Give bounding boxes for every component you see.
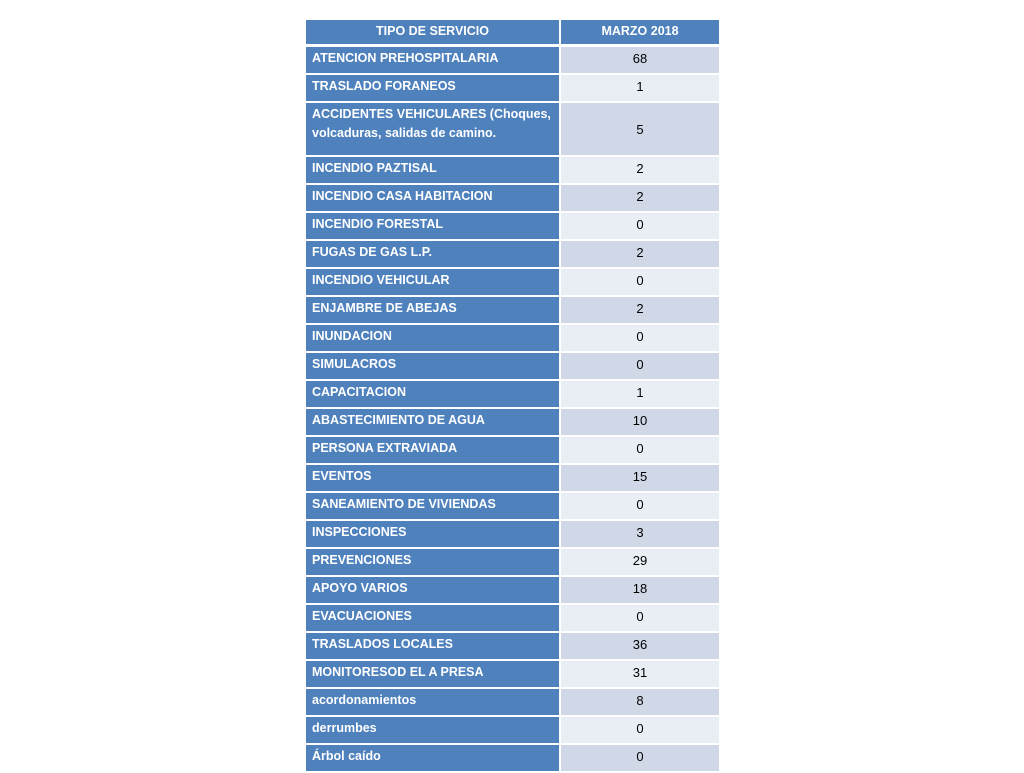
table-row bbox=[306, 436, 719, 464]
table-body bbox=[306, 46, 719, 773]
table-row bbox=[306, 548, 719, 576]
service-type-cell: derrumbes bbox=[306, 716, 560, 744]
table-row bbox=[306, 604, 719, 632]
service-type-cell: SANEAMIENTO DE VIVIENDAS bbox=[306, 492, 560, 520]
service-type-cell: APOYO VARIOS bbox=[306, 576, 560, 604]
service-count-cell: 0 bbox=[560, 352, 719, 380]
table-row bbox=[306, 632, 719, 660]
table-row bbox=[306, 74, 719, 102]
table-row bbox=[306, 156, 719, 184]
service-count-cell: 15 bbox=[560, 464, 719, 492]
table-row bbox=[306, 212, 719, 240]
service-count-cell: 1 bbox=[560, 74, 719, 102]
table-row bbox=[306, 464, 719, 492]
service-count-cell: 2 bbox=[560, 156, 719, 184]
table-row bbox=[306, 102, 719, 156]
service-count-cell: 0 bbox=[560, 492, 719, 520]
service-count-cell: 18 bbox=[560, 576, 719, 604]
service-type-cell: EVENTOS bbox=[306, 464, 560, 492]
table-row bbox=[306, 324, 719, 352]
table-row bbox=[306, 660, 719, 688]
service-count-cell: 68 bbox=[560, 46, 719, 75]
service-type-cell: SIMULACROS bbox=[306, 352, 560, 380]
service-count-cell: 0 bbox=[560, 716, 719, 744]
service-type-cell: FUGAS DE GAS L.P. bbox=[306, 240, 560, 268]
service-type-cell: INCENDIO CASA HABITACION bbox=[306, 184, 560, 212]
service-type-cell: INCENDIO VEHICULAR bbox=[306, 268, 560, 296]
service-type-cell: Árbol caído bbox=[306, 744, 560, 772]
service-count-cell: 8 bbox=[560, 688, 719, 716]
table-row bbox=[306, 576, 719, 604]
service-count-cell: 5 bbox=[560, 102, 719, 156]
service-count-cell: 0 bbox=[560, 604, 719, 632]
service-count-cell: 0 bbox=[560, 212, 719, 240]
service-type-cell: EVACUACIONES bbox=[306, 604, 560, 632]
service-type-cell: TRASLADO FORANEOS bbox=[306, 74, 560, 102]
table-row bbox=[306, 184, 719, 212]
service-count-cell: 2 bbox=[560, 240, 719, 268]
table-row bbox=[306, 268, 719, 296]
column-header-month: MARZO 2018 bbox=[560, 20, 719, 46]
service-type-cell: ABASTECIMIENTO DE AGUA bbox=[306, 408, 560, 436]
service-type-cell: INSPECCIONES bbox=[306, 520, 560, 548]
service-count-cell: 1 bbox=[560, 380, 719, 408]
service-count-cell: 29 bbox=[560, 548, 719, 576]
service-count-cell: 0 bbox=[560, 436, 719, 464]
table-row bbox=[306, 716, 719, 744]
table-row bbox=[306, 408, 719, 436]
service-type-cell: PREVENCIONES bbox=[306, 548, 560, 576]
service-count-cell: 2 bbox=[560, 184, 719, 212]
service-count-cell: 0 bbox=[560, 744, 719, 772]
service-count-cell: 0 bbox=[560, 268, 719, 296]
table-row bbox=[306, 352, 719, 380]
service-count-cell: 3 bbox=[560, 520, 719, 548]
table-header-row bbox=[306, 20, 719, 46]
service-count-cell: 2 bbox=[560, 296, 719, 324]
service-type-cell: ATENCION PREHOSPITALARIA bbox=[306, 46, 560, 75]
service-type-cell: INCENDIO PAZTISAL bbox=[306, 156, 560, 184]
service-count-cell: 31 bbox=[560, 660, 719, 688]
table-row bbox=[306, 296, 719, 324]
service-type-cell: acordonamientos bbox=[306, 688, 560, 716]
service-type-cell: ACCIDENTES VEHICULARES (Choques, volcaduras, salidas de camino. bbox=[306, 102, 560, 156]
services-table bbox=[306, 20, 719, 773]
service-type-cell: ENJAMBRE DE ABEJAS bbox=[306, 296, 560, 324]
service-type-cell: PERSONA EXTRAVIADA bbox=[306, 436, 560, 464]
table-row bbox=[306, 46, 719, 75]
service-type-cell: CAPACITACION bbox=[306, 380, 560, 408]
service-type-cell: INCENDIO FORESTAL bbox=[306, 212, 560, 240]
service-count-cell: 10 bbox=[560, 408, 719, 436]
table-row bbox=[306, 380, 719, 408]
service-type-cell: MONITORESOD EL A PRESA bbox=[306, 660, 560, 688]
service-type-cell: INUNDACION bbox=[306, 324, 560, 352]
service-count-cell: 0 bbox=[560, 324, 719, 352]
table-row bbox=[306, 240, 719, 268]
column-header-service-type: TIPO DE SERVICIO bbox=[306, 20, 560, 46]
service-type-cell: TRASLADOS LOCALES bbox=[306, 632, 560, 660]
table-row bbox=[306, 492, 719, 520]
table-row bbox=[306, 688, 719, 716]
service-count-cell: 36 bbox=[560, 632, 719, 660]
table-row bbox=[306, 520, 719, 548]
